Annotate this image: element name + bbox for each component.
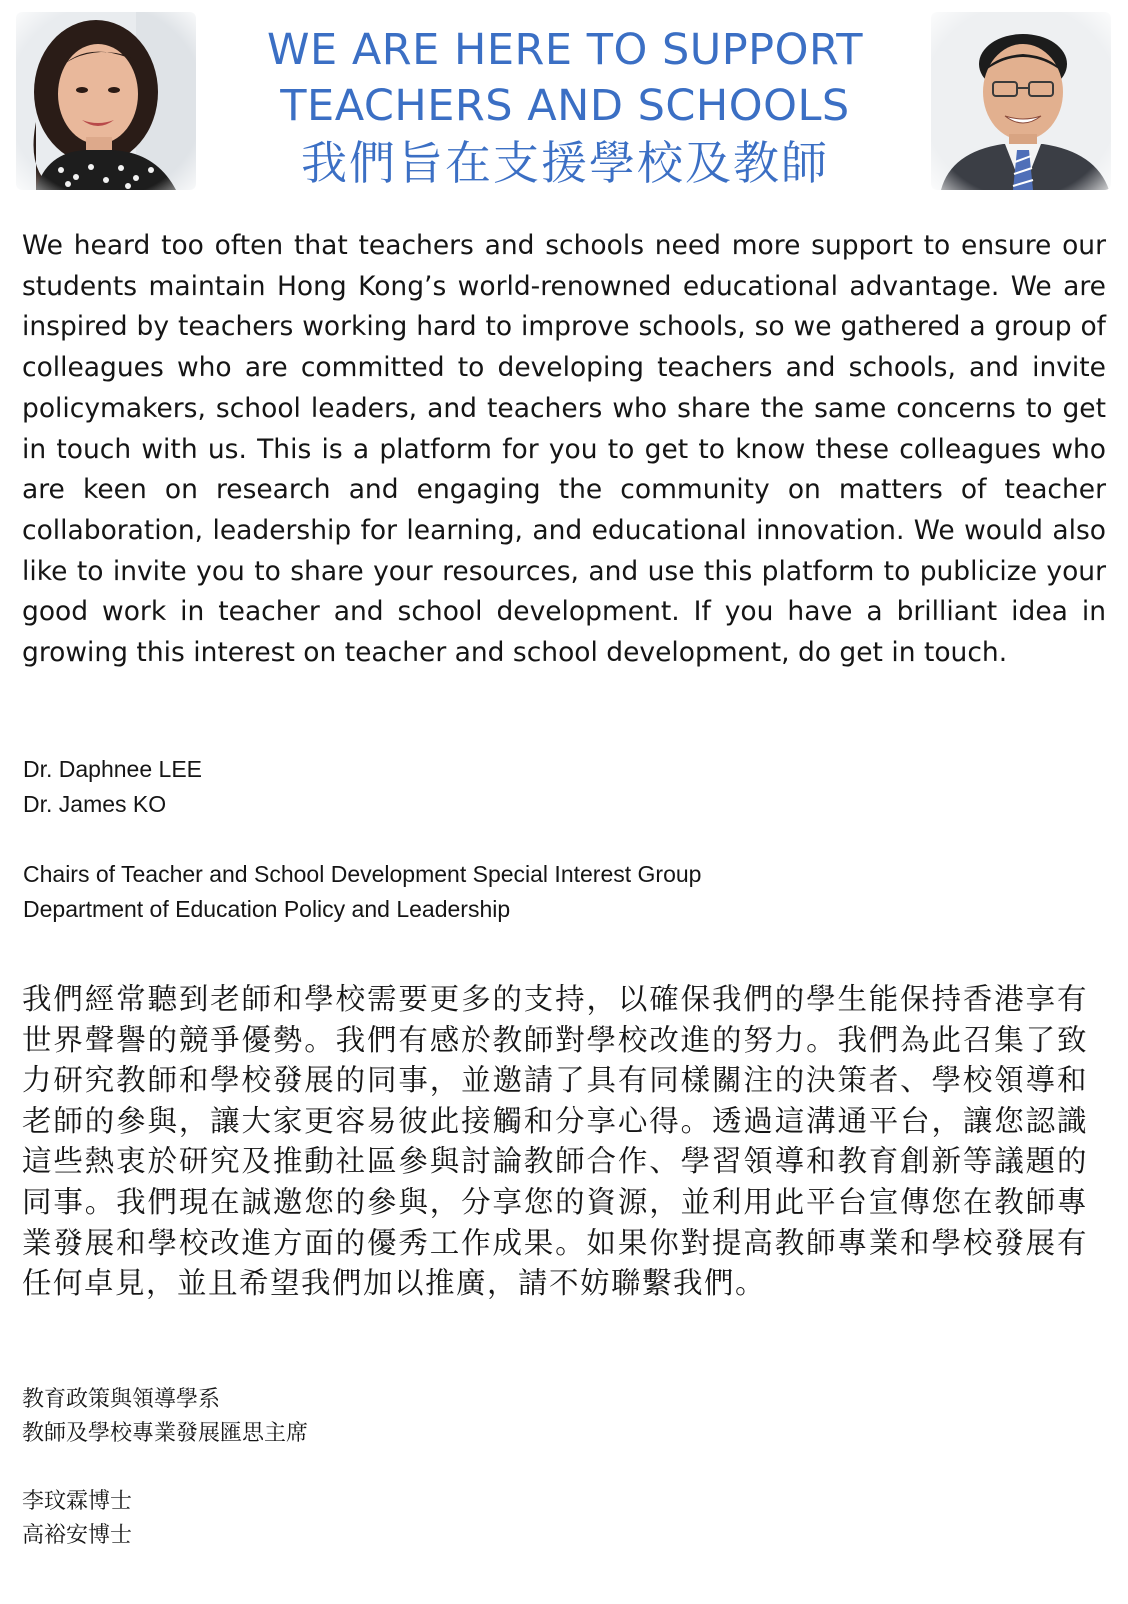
heading-line-2: TEACHERS AND SCHOOLS [280,81,850,131]
role-line: 教師及學校專業發展匯思主席 [22,1421,309,1446]
english-paragraph: We heard too often that teachers and schools need more support to ensure our students maintain Hong Kong’s world-renowned educational advantage. We are inspired by teachers working hard to improve schools, so we gathered a group of colleagues who are committed to developing teachers and schools, and invite policymakers, school leaders, and teachers who share the same concerns to get in touch with us. This is a platform for you to get to know these colleagues who are keen on research and engaging the community on matters of teacher collaboration, leadership for learning, and educational innovation. We would also like to invite you to share your resources, and use this platform to publicize your good work in teacher and school development. If you have a brilliant idea in growing this interest on teacher and school development, do get in touch. [22,230,1106,669]
signatory-name: Dr. Daphnee LEE [23,756,203,782]
department-line: Department of Education Policy and Leadership [23,896,511,922]
chinese-signatories [22,1485,132,1553]
signatory-name: Dr. James KO [23,791,167,817]
portrait-photo-right [931,12,1111,190]
page-header [215,22,915,192]
signatory-name: 李玟霖博士 [22,1489,133,1514]
english-affiliation [23,857,701,927]
english-signatories [23,752,202,822]
portrait-photo-left [16,12,196,190]
department-line: 教育政策與領導學系 [22,1387,221,1412]
chinese-paragraph: 我們經常聽到老師和學校需要更多的支持，以確保我們的學生能保持香港享有世界聲譽的競爭優勢。我們有感於教師對學校改進的努力。我們為此召集了致力研究教師和學校發展的同事，並邀請了具有同樣關注的決策者、學校領導和老師的參與，讓大家更容易彼此接觸和分享心得。透過這溝通平台，讓您認識這些熱衷於研究及推動社區參與討論教師合作、學習領導和教育創新等議題的同事。我們現在誠邀您的參與，分享您的資源，並利用此平台宣傳您在教師專業發展和學校改進方面的優秀工作成果。如果你對提高教師專業和學校發展有任何卓見，並且希望我們加以推廣，請不妨聯繫我們。 [22,982,1088,1301]
role-line: Chairs of Teacher and School Development Special Interest Group [23,861,702,887]
heading-line-1: WE ARE HERE TO SUPPORT [267,25,863,75]
signatory-name: 高裕安博士 [22,1523,133,1548]
chinese-affiliation [22,1383,308,1451]
heading-chinese: 我們旨在支援學校及教師 [301,136,829,190]
